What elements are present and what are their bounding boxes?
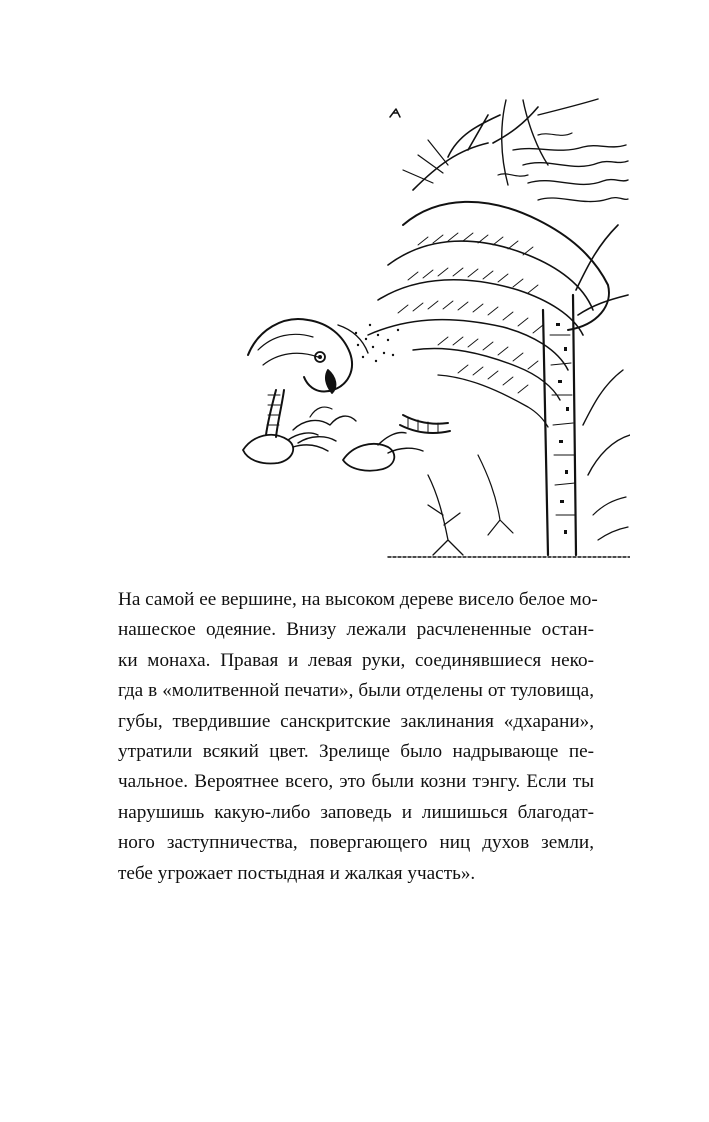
text-line: губы, твердившие санскритские заклинания «дхарани», (118, 710, 594, 732)
text-line: тебе угрожает постыдная и жалкая участь». (118, 862, 476, 884)
text-line: На самой ее вершине, на высоком дереве висело белое мо- (118, 589, 598, 610)
text-line: гда в «молитвенной печати», были отделены от туловища, (118, 680, 594, 702)
tengu-illustration (238, 95, 630, 560)
text-line: утратили всякий цвет. Зрелище было надрывающе пе- (118, 740, 594, 762)
text-line: ного заступничества, повергающего ниц духов земли, (118, 832, 594, 854)
tengu-engraving-icon (238, 95, 630, 560)
body-text (118, 585, 598, 889)
text-line: чальное. Вероятнее всего, это были козни тэнгу. Если ты (118, 771, 594, 793)
text-line: нарушишь какую-либо заповедь и лишишься благодат- (118, 801, 594, 823)
text-line: ки монаха. Правая и левая руки, соединявшиеся неко- (118, 649, 594, 671)
text-line: нашеское одеяние. Внизу лежали расчлененные остан- (118, 619, 594, 641)
